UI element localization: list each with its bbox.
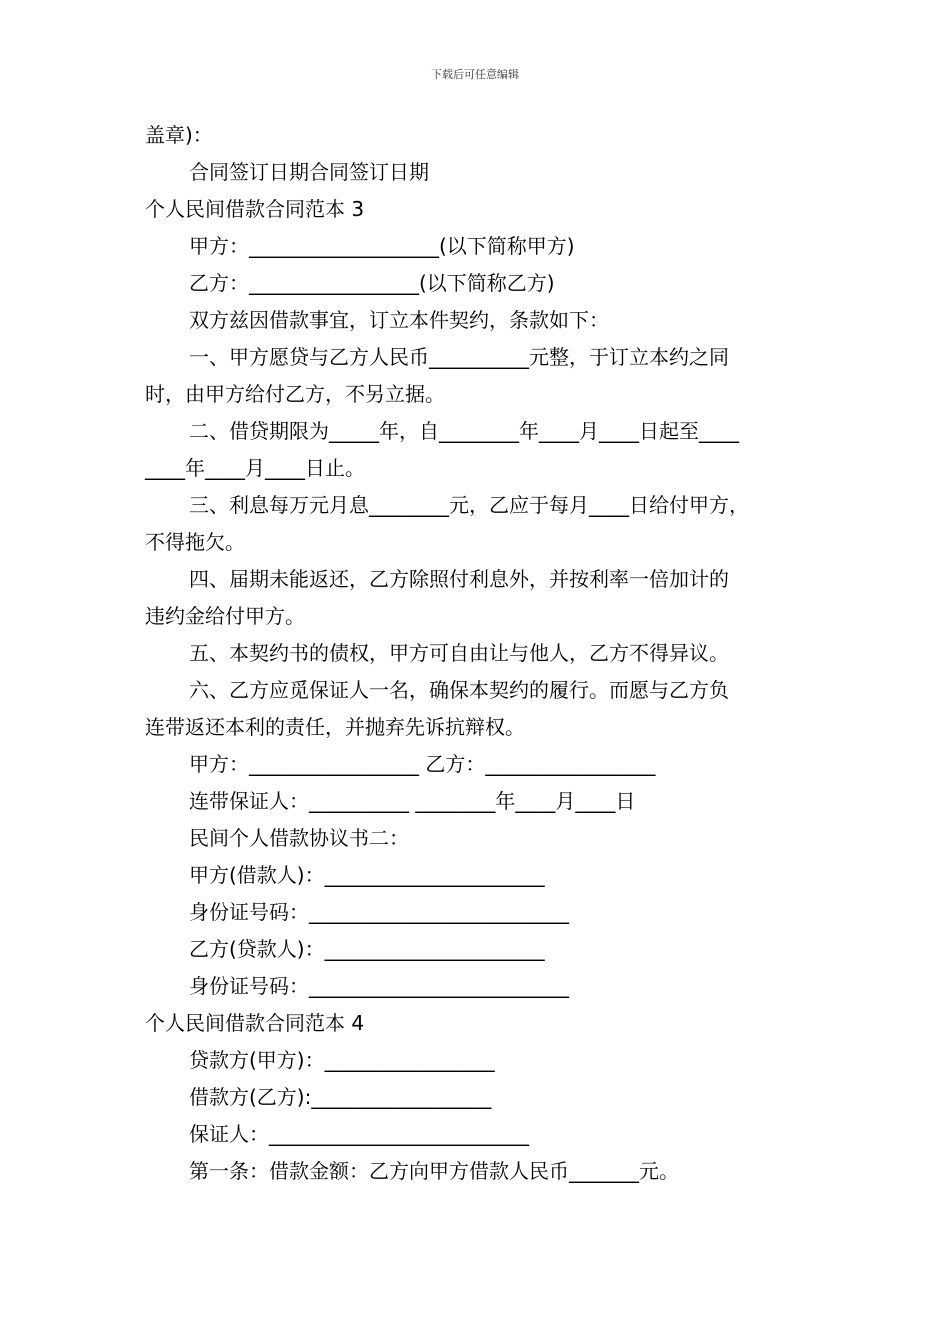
form-field-line: 身份证号码：__________________________ [189, 974, 569, 998]
signature-line: 连带保证人：__________ ________年____月____日 [189, 789, 636, 813]
form-field-line: 甲方(借款人)：______________________ [189, 863, 545, 887]
text-line: 民间个人借款协议书二： [189, 826, 409, 850]
form-field-line: 保证人：__________________________ [189, 1122, 529, 1146]
section-title: 个人民间借款合同范本 4 [145, 1011, 365, 1035]
text-line: 六、乙方应觅保证人一名，确保本契约的履行。而愿与乙方负 [189, 678, 729, 702]
text-line: 合同签订日期合同签订日期 [189, 160, 429, 184]
text-line: 连带返还本利的责任，并抛弃先诉抗辩权。 [145, 715, 525, 739]
text-line: 三、利息每万元月息________元，乙应于每月____日给付甲方， [189, 493, 749, 517]
text-line: 一、甲方愿贷与乙方人民币__________元整，于订立本约之同 [189, 345, 729, 369]
text-line: 不得拖欠。 [145, 530, 245, 554]
form-field-line: 身份证号码：__________________________ [189, 900, 569, 924]
page-header: 下载后可任意编辑 [431, 68, 519, 81]
text-line: 甲方：___________________(以下简称甲方) [189, 234, 575, 258]
section-title: 个人民间借款合同范本 3 [145, 197, 365, 221]
text-line: 四、届期未能返还，乙方除照付利息外，并按利率一倍加计的 [189, 567, 729, 591]
signature-line: 甲方：_________________ 乙方：_________________ [189, 752, 656, 776]
text-line: 第一条：借款金额：乙方向甲方借款人民币_______元。 [189, 1159, 679, 1183]
form-field-line: 乙方(贷款人)：______________________ [189, 937, 545, 961]
text-line: 二、借贷期限为_____年，自________年____月____日起至____ [189, 419, 739, 443]
text-line: ____年____月____日止。 [145, 456, 365, 480]
text-line: 五、本契约书的债权，甲方可自由让与他人，乙方不得异议。 [189, 641, 729, 665]
text-line: 违约金给付甲方。 [145, 604, 305, 628]
form-field-line: 借款方(乙方):__________________ [189, 1085, 492, 1109]
document-body [145, 117, 825, 1190]
form-field-line: 贷款方(甲方)：_________________ [189, 1048, 495, 1072]
text-line: 时，由甲方给付乙方，不另立据。 [145, 382, 445, 406]
text-line: 乙方：_________________(以下简称乙方) [189, 271, 555, 295]
text-line: 双方兹因借款事宜，订立本件契约，条款如下： [189, 308, 609, 332]
text-line: 盖章)： [145, 123, 213, 147]
